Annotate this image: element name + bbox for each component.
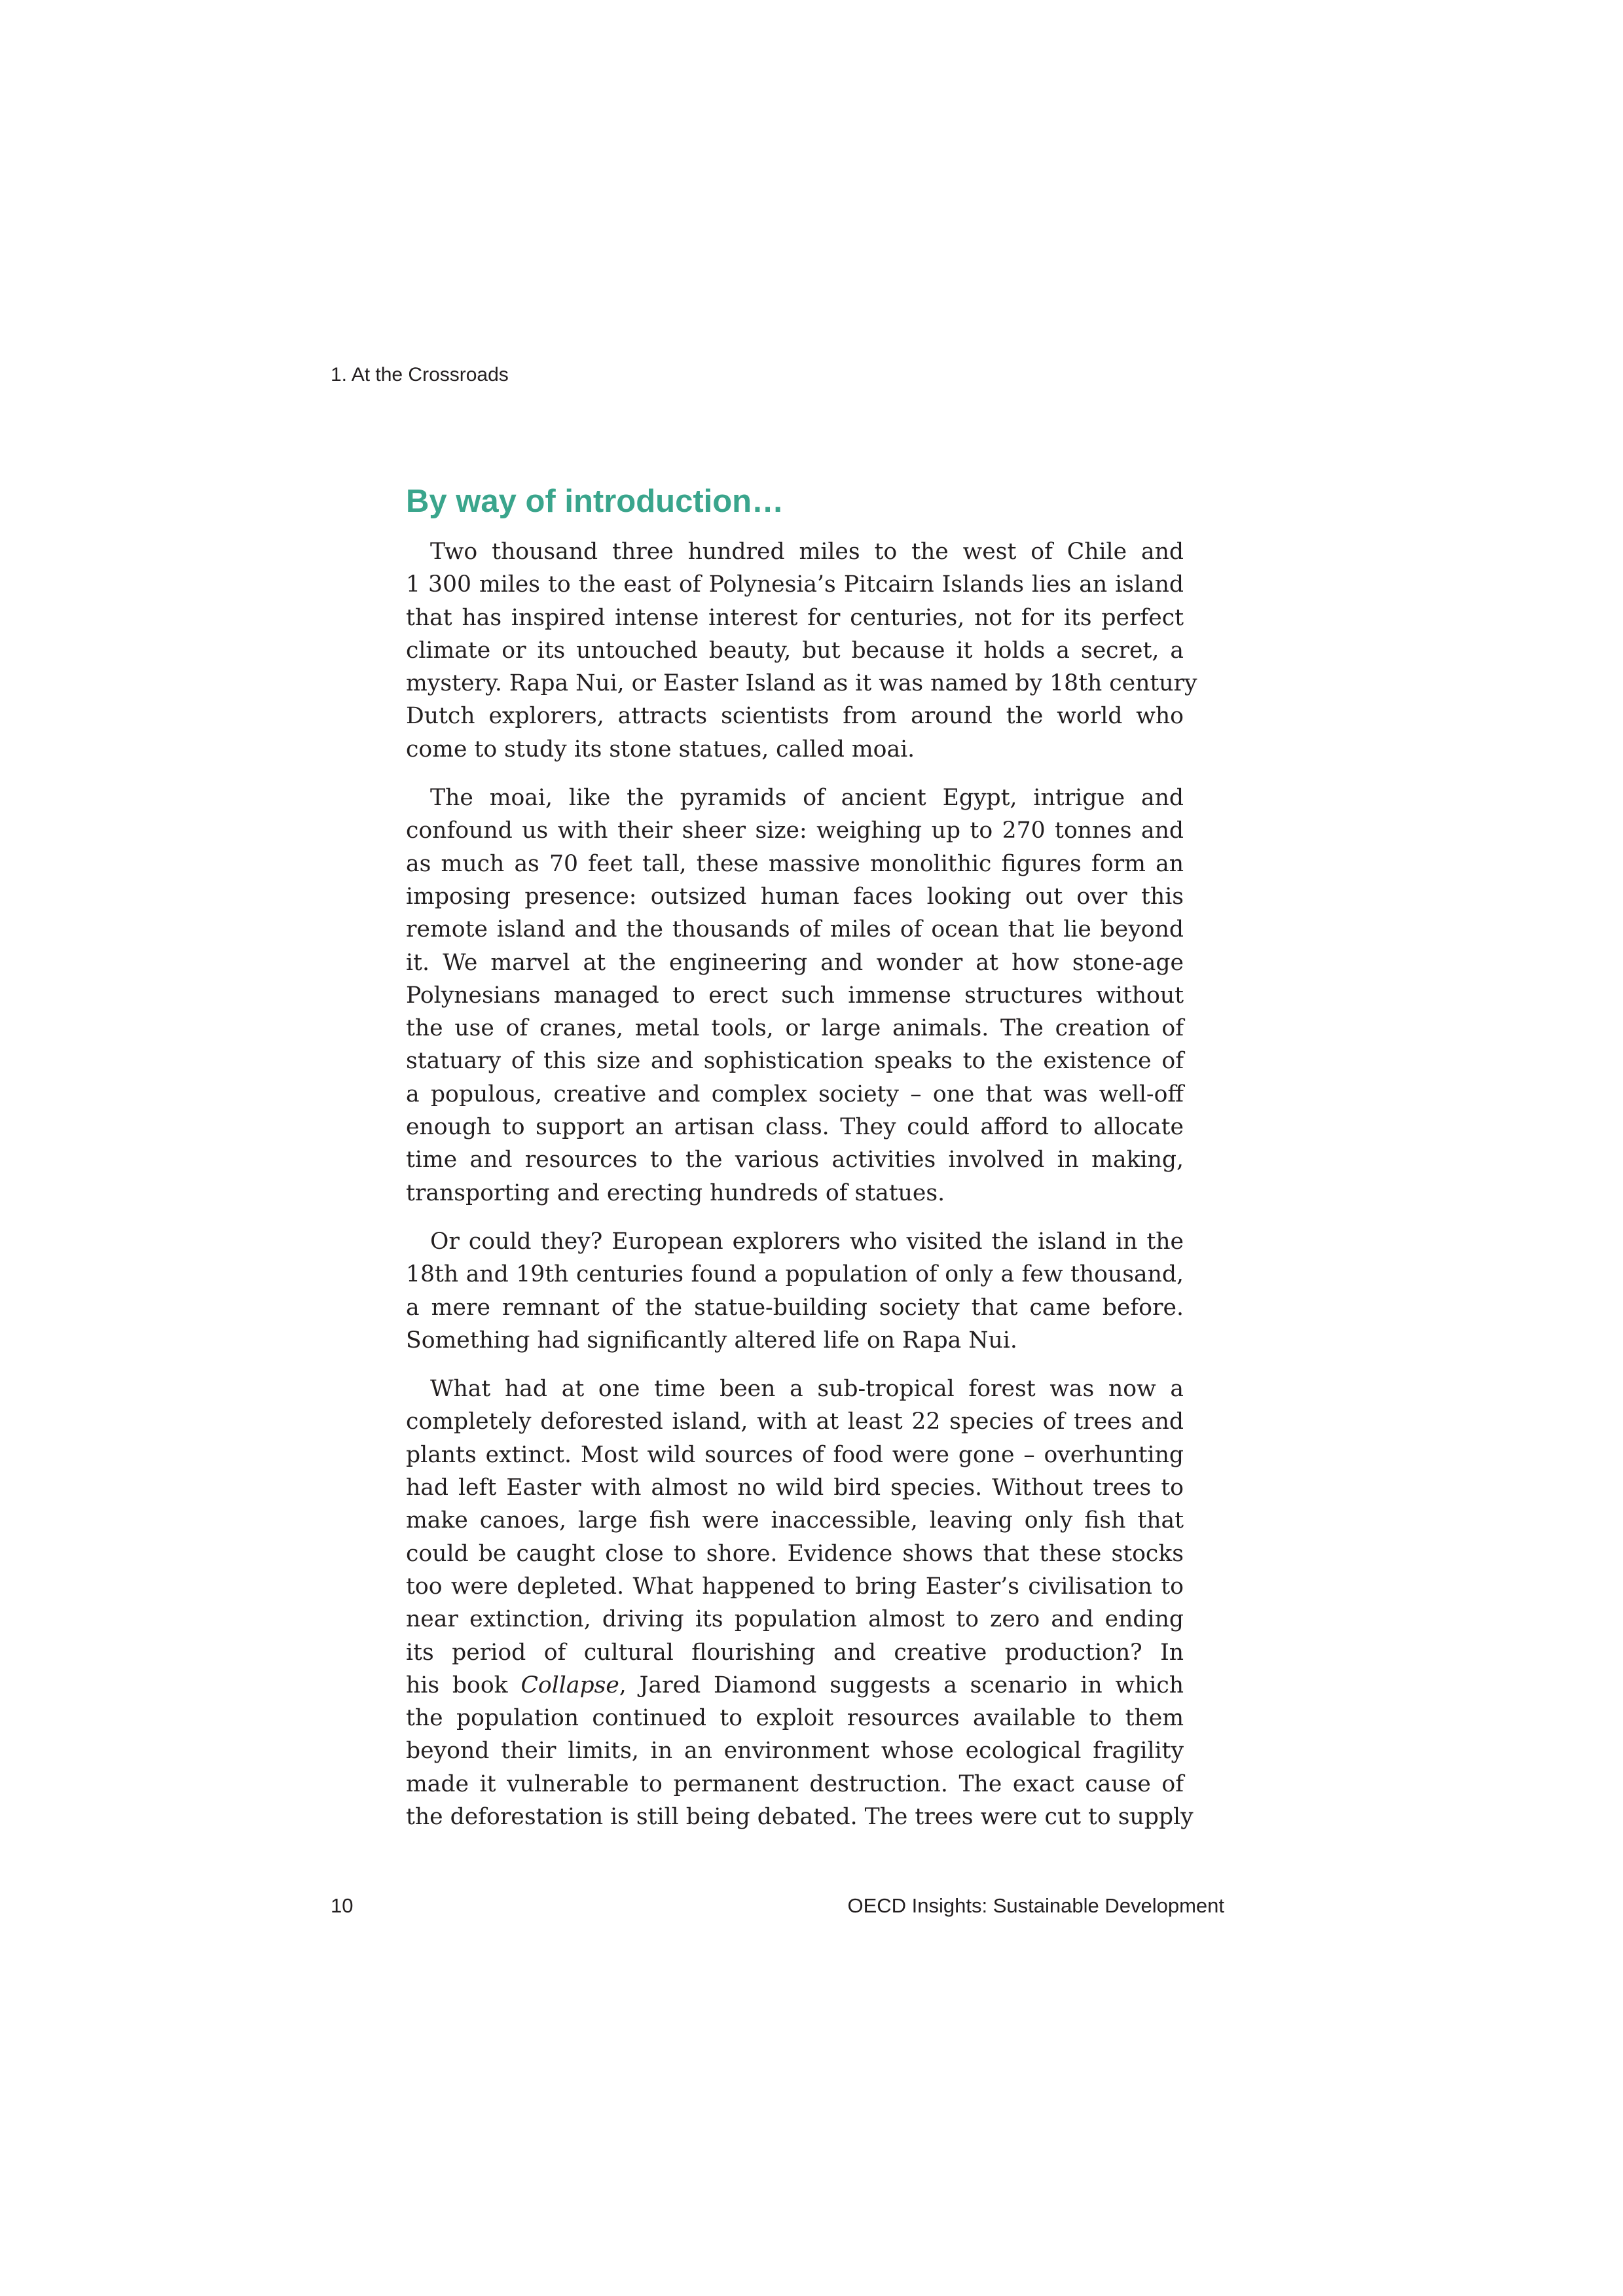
text-line-collapse: [406, 1669, 1184, 1702]
running-head: 1. At the Crossroads: [331, 364, 509, 386]
text-line: time and resources to the various activities involved in making,: [406, 1147, 1184, 1174]
text-line: Something had significantly altered life on Rapa Nui.: [406, 1327, 1017, 1354]
text-line: Dutch explorers, attracts scientists from around the world who: [406, 703, 1184, 730]
text-line: a populous, creative and complex society – one that was well-off: [406, 1081, 1184, 1107]
text-line: Or could they? European explorers who visited the island in the: [430, 1228, 1184, 1255]
text-line: its period of cultural flourishing and creative production? In: [406, 1639, 1184, 1666]
section-title: By way of introduction…: [406, 484, 784, 519]
text-line: near extinction, driving its population almost to zero and ending: [406, 1606, 1184, 1633]
text-line: 18th and 19th centuries found a population of only a few thousand,: [406, 1261, 1184, 1288]
text-line: as much as 70 feet tall, these massive monolithic figures form an: [406, 850, 1184, 877]
text-line: beyond their limits, in an environment whose ecological fragility: [406, 1738, 1184, 1765]
text-line: mystery. Rapa Nui, or Easter Island as it was named by 18th century: [406, 670, 1197, 697]
text-line: statuary of this size and sophistication speaks to the existence of: [406, 1048, 1184, 1075]
text-line: the deforestation is still being debated. The trees were cut to supply: [406, 1803, 1194, 1830]
text-line: could be caught close to shore. Evidence shows that these stocks: [406, 1540, 1184, 1567]
text-line: the use of cranes, metal tools, or large animals. The creation of: [406, 1015, 1184, 1042]
text-fragment: his book: [406, 1672, 521, 1698]
text-line: the population continued to exploit resources available to them: [406, 1705, 1184, 1732]
text-line: enough to support an artisan class. They could afford to allocate: [406, 1114, 1184, 1141]
text-line: What had at one time been a sub-tropical forest was now a: [430, 1376, 1184, 1403]
text-line: that has inspired intense interest for centuries, not for its perfect: [406, 604, 1184, 631]
page-number: 10: [331, 1894, 354, 1917]
text-line: 1 300 miles to the east of Polynesia’s Pitcairn Islands lies an island: [406, 571, 1184, 598]
text-fragment: , Jared Diamond suggests a scenario in which: [619, 1672, 1184, 1698]
text-line: make canoes, large fish were inaccessible, leaving only fish that: [406, 1507, 1184, 1534]
text-line: imposing presence: outsized human faces looking out over this: [406, 883, 1184, 910]
text-line: transporting and erecting hundreds of statues.: [406, 1179, 945, 1206]
text-line: a mere remnant of the statue-building society that came before.: [406, 1294, 1184, 1321]
text-line: climate or its untouched beauty, but because it holds a secret, a: [406, 637, 1184, 664]
paragraph-4: [406, 1372, 1194, 1833]
paragraph-3: [406, 1225, 1184, 1357]
footer-publication-title: OECD Insights: Sustainable Development: [847, 1894, 1224, 1917]
text-line: completely deforested island, with at least 22 species of trees and: [406, 1408, 1184, 1435]
text-line: confound us with their sheer size: weighing up to 270 tonnes and: [406, 817, 1184, 844]
text-line: The moai, like the pyramids of ancient Egypt, intrigue and: [430, 785, 1184, 812]
body-text: [406, 535, 1197, 1849]
text-line: it. We marvel at the engineering and wonder at how stone-age: [406, 949, 1184, 976]
text-line: Two thousand three hundred miles to the west of Chile and: [430, 539, 1184, 565]
book-title-collapse: Collapse: [520, 1672, 619, 1698]
text-line: too were depleted. What happened to bring Easter’s civilisation to: [406, 1573, 1184, 1600]
text-line: made it vulnerable to permanent destruction. The exact cause of: [406, 1770, 1184, 1797]
paragraph-1: [406, 535, 1197, 766]
text-line: had left Easter with almost no wild bird species. Without trees to: [406, 1475, 1184, 1501]
text-line: plants extinct. Most wild sources of food were gone – overhunting: [406, 1441, 1184, 1468]
text-line: Polynesians managed to erect such immense structures without: [406, 982, 1184, 1009]
paragraph-2: [406, 781, 1184, 1210]
text-line: come to study its stone statues, called moai.: [406, 736, 915, 762]
text-line: remote island and the thousands of miles of ocean that lie beyond: [406, 916, 1184, 943]
